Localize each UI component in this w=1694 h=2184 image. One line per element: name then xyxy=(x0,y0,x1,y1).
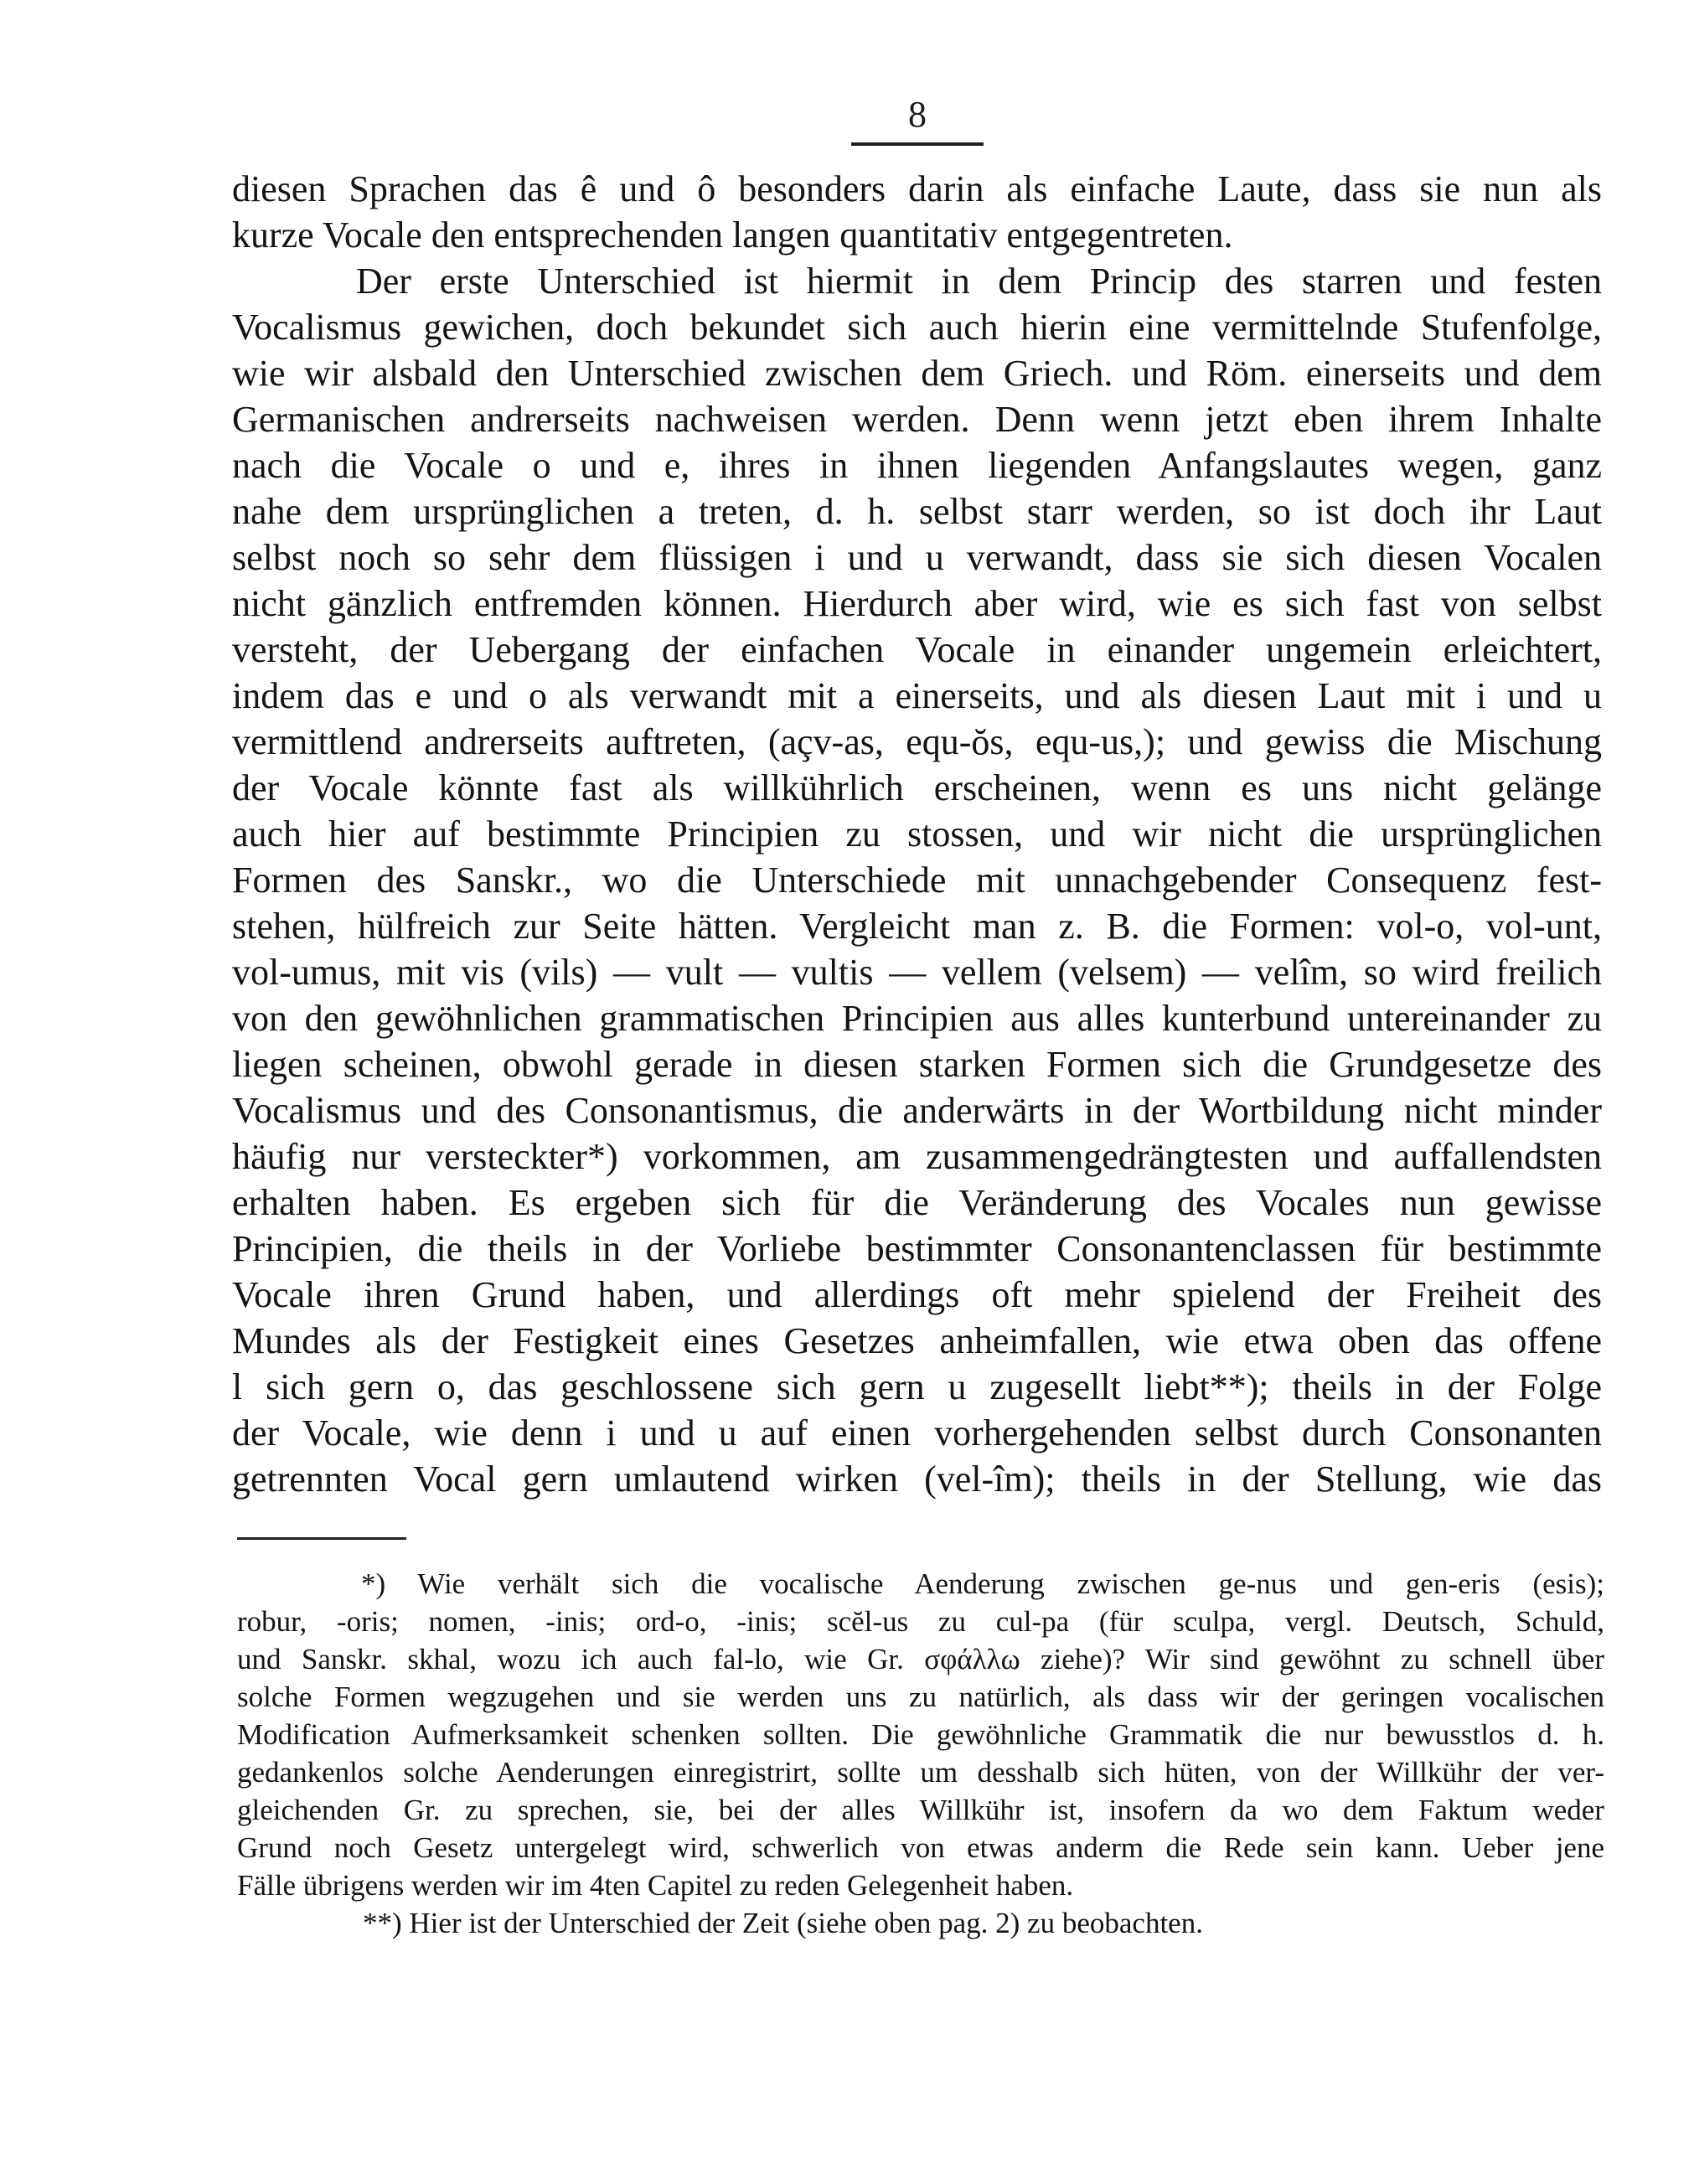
footnote-line: **) Hier ist der Unterschied der Zeit (siehe oben pag. 2) zu beobachten. xyxy=(363,1907,1203,1939)
footnote-line: solche Formen wegzugehen und sie werden uns zu natürlich, als dass wir der geringen vocalischen xyxy=(237,1681,1604,1713)
footnote-line: Grund noch Gesetz untergelegt wird, schwerlich von etwas anderm die Rede sein kann. Ueber jene xyxy=(237,1831,1604,1864)
body-line: selbst noch so sehr dem flüssigen i und u verwandt, dass sie sich diesen Vocalen xyxy=(232,537,1602,578)
body-line: l sich gern o, das geschlossene sich gern u zugesellt liebt**); theils in der Folge xyxy=(232,1366,1602,1407)
body-line: indem das e und o als verwandt mit a einerseits, und als diesen Laut mit i und u xyxy=(232,675,1602,716)
body-line: Principien, die theils in der Vorliebe bestimmter Consonantenclassen für bestimmte xyxy=(232,1228,1602,1269)
body-line: stehen, hülfreich zur Seite hätten. Vergleicht man z. B. die Formen: vol-o, vol-unt, xyxy=(232,906,1602,947)
footnote-line: gedankenlos solche Aenderungen einregistrirt, sollte um desshalb sich hüten, von der Willkühr der ver- xyxy=(237,1756,1604,1789)
body-line: vol-umus, mit vis (vils) — vult — vultis — vellem (velsem) — velîm, so wird freilich xyxy=(232,952,1602,993)
body-line: Formen des Sanskr., wo die Unterschiede mit unnachgebender Consequenz fest- xyxy=(232,860,1602,901)
body-line: Vocalismus gewichen, doch bekundet sich auch hierin eine vermittelnde Stufenfolge, xyxy=(232,307,1602,348)
page-number: 8 xyxy=(908,94,927,135)
body-line: erhalten haben. Es ergeben sich für die Veränderung des Vocales nun gewisse xyxy=(232,1182,1602,1223)
body-line: auch hier auf bestimmte Principien zu stossen, und wir nicht die ursprünglichen xyxy=(232,813,1602,854)
body-line: Vocalismus und des Consonantismus, die anderwärts in der Wortbildung nicht minder xyxy=(232,1090,1602,1131)
body-line: kurze Vocale den entsprechenden langen quantitativ entgegentreten. xyxy=(232,214,1233,256)
header-rule xyxy=(851,142,984,146)
body-line: diesen Sprachen das ê und ô besonders darin als einfache Laute, dass sie nun als xyxy=(232,168,1602,209)
footnote-rule xyxy=(237,1537,406,1540)
footnotes xyxy=(237,1565,1604,1942)
body-text xyxy=(232,166,1602,1502)
footnote-line: gleichenden Gr. zu sprechen, sie, bei der alles Willkühr ist, insofern da wo dem Faktum weder xyxy=(237,1794,1604,1826)
body-line: Mundes als der Festigkeit eines Gesetzes anheimfallen, wie etwa oben das offene xyxy=(232,1320,1602,1361)
body-line: vermittlend andrerseits auftreten, (açv-as, equ-ŏs, equ-us,); und gewiss die Mischung xyxy=(232,721,1602,762)
body-line: von den gewöhnlichen grammatischen Principien aus alles kunterbund untereinander zu xyxy=(232,998,1602,1039)
body-line: nach die Vocale o und e, ihres in ihnen liegenden Anfangslautes wegen, ganz xyxy=(232,445,1602,486)
footnote-line: robur, -oris; nomen, -inis; ord-o, -inis; scĕl-us zu cul-pa (für sculpa, vergl. Deutsch, Schuld, xyxy=(237,1605,1604,1638)
body-line: liegen scheinen, obwohl gerade in diesen starken Formen sich die Grundgesetze des xyxy=(232,1044,1602,1085)
body-line: wie wir alsbald den Unterschied zwischen dem Griech. und Röm. einerseits und dem xyxy=(232,353,1602,394)
footnote-line: und Sanskr. skhal, wozu ich auch fal-lo, wie Gr. σφάλλω ziehe)? Wir sind gewöhnt zu schnell über xyxy=(237,1643,1604,1675)
body-line: Der erste Unterschied ist hiermit in dem Princip des starren und festen xyxy=(356,261,1602,302)
footnote-line: Fälle übrigens werden wir im 4ten Capitel zu reden Gelegenheit haben. xyxy=(237,1869,1074,1902)
footnote-line: *) Wie verhält sich die vocalische Aenderung zwischen ge-nus und gen-eris (esis); xyxy=(361,1567,1604,1600)
body-line: Vocale ihren Grund haben, und allerdings oft mehr spielend der Freiheit des xyxy=(232,1274,1602,1315)
body-line: Germanischen andrerseits nachweisen werden. Denn wenn jetzt eben ihrem Inhalte xyxy=(232,399,1602,440)
footnote-line: Modification Aufmerksamkeit schenken sollten. Die gewöhnliche Grammatik die nur bewusstlos d. h. xyxy=(237,1718,1604,1751)
body-line: nahe dem ursprünglichen a treten, d. h. selbst starr werden, so ist doch ihr Laut xyxy=(232,491,1602,532)
body-line: der Vocale könnte fast als willkührlich erscheinen, wenn es uns nicht gelänge xyxy=(232,767,1602,808)
body-line: der Vocale, wie denn i und u auf einen vorhergehenden selbst durch Consonanten xyxy=(232,1412,1602,1453)
body-line: getrennten Vocal gern umlautend wirken (vel-îm); theils in der Stellung, wie das xyxy=(232,1459,1602,1500)
body-line: nicht gänzlich entfremden können. Hierdurch aber wird, wie es sich fast von selbst xyxy=(232,583,1602,624)
body-line: versteht, der Uebergang der einfachen Vocale in einander ungemein erleichtert, xyxy=(232,629,1602,670)
body-line: häufig nur versteckter*) vorkommen, am zusammengedrängtesten und auffallendsten xyxy=(232,1136,1602,1177)
